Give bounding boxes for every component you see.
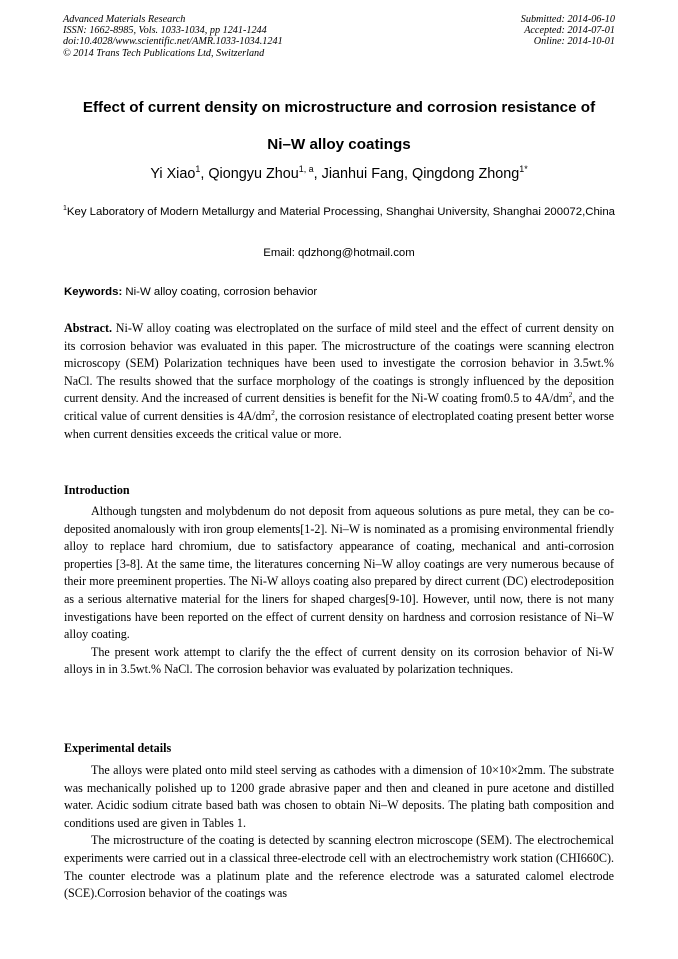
affiliation [62, 203, 616, 221]
paragraph: The microstructure of the coating is detected by scanning electron microscope (SEM). The electrochemical experiments were carried out in a classical three-electrode cell with an electrochemistry work station (CHI660C). The counter electrode was a platinum plate and the reference electrode was a saturated calomel electrode (SCE).Corrosion behavior of the coatings was [64, 833, 614, 901]
journal-copyright: © 2014 Trans Tech Publications Ltd, Switzerland [63, 47, 265, 59]
title-line-1: Effect of current density on microstructure and corrosion resistance of [82, 99, 596, 116]
superscript: 2 [271, 407, 275, 417]
paragraph: The alloys were plated onto mild steel serving as cathodes with a dimension of 10×10×2mm. The substrate was mechanically polished up to 1200 grade abrasive paper and then and cleaned in pure acetone and distilled water. Acidic sodium citrate based bath was chosen to obtain Ni–W deposits. The plating bath composition and conditions used are given in Tables 1. [64, 763, 614, 830]
author-affiliation-mark: 1 [195, 164, 201, 175]
keywords-label: Keywords: [64, 286, 123, 298]
keywords [64, 284, 614, 300]
superscript: 2 [568, 390, 573, 400]
affiliation-text: Key Laboratory of Modern Metallurgy and Material Processing, Shanghai University, Shanghai 200072,China [66, 206, 616, 218]
author-name: Yi Xiao [150, 166, 196, 182]
author-affiliation-mark: 1, a [298, 164, 314, 175]
keywords-text: Ni-W alloy coating, corrosion behavior [122, 286, 318, 298]
submitted-date: Submitted: 2014-06-10 [520, 14, 615, 25]
paper-title [40, 89, 638, 163]
journal-info [63, 14, 283, 59]
journal-issn: ISSN: 1662-8985, Vols. 1033-1034, pp 1241-1244 [63, 25, 267, 37]
abstract-label: Abstract. [64, 321, 113, 335]
author-name: Jianhui Fang [321, 166, 405, 182]
author-affiliation-mark: 1* [519, 164, 528, 175]
journal-name: Advanced Materials Research [63, 14, 186, 25]
author-list [40, 164, 638, 184]
paragraph: The present work attempt to clarify the the effect of current density on its corrosion behavior of Ni-W alloys in in 3.5wt.% NaCl. The corrosion behavior was evaluated by polarization techniques. [64, 644, 614, 677]
author-separator: , [200, 166, 209, 182]
journal-doi: doi:10.4028/www.scientific.net/AMR.1033-1034.1241 [63, 36, 283, 48]
section-heading-experimental: Experimental details [64, 741, 172, 755]
author-separator: , [404, 166, 413, 182]
online-date: Online: 2014-10-01 [533, 36, 615, 48]
submission-dates [521, 14, 615, 48]
experimental-body [64, 762, 614, 903]
title-line-2: Ni–W alloy coatings [267, 136, 411, 153]
accepted-date: Accepted: 2014-07-01 [524, 25, 615, 37]
abstract-text: Ni-W alloy coating was electroplated on the surface of mild steel and the effect of current density on its corrosion behavior was evaluated in this paper. The microstructure of the coatings were scanning electron microscopy (SEM) Polarization techniques have been used to investigate the corrosion behavior in 3.5wt.% NaCl. The results showed that the surface morphology of the coatings is strongly influenced by the deposition current density. And the increased of current densities is benefit for the Ni-W coating from0.5 to 4A/dm [64, 321, 614, 406]
abstract-text: , and the critical value of current densities is 4A/dm [64, 391, 614, 423]
section-heading-introduction: Introduction [64, 483, 130, 497]
author-name: Qiongyu Zhou [208, 166, 299, 182]
abstract-text: , the corrosion resistance of electroplated coating present better worse when current densities exceeds the critical value or more. [64, 408, 614, 441]
paragraph: Although tungsten and molybdenum do not deposit from aqueous solutions as pure metal, they can be co-deposited anomalously with iron group elements[1-2]. Ni–W is nominated as a promising environmental friendly alloy to replace hard chromium, due to satisfactory appearance of coating, mechanical and anti-corrosion properties [3-8]. At the same time, the literatures concerning Ni–W alloy coatings are very numerous because of their more preeminent properties. The Ni-W alloys coating also prepared by direct current (DC) electrodeposition as a serious alternative material for the liners for shaped charges[9-10]. However, until now, there is not many investigations have been reported on the effect of current density on hardness and corrosion resistance of Ni–W alloy coating. [64, 504, 614, 642]
author-separator: , [313, 166, 322, 182]
abstract [64, 320, 614, 443]
contact-email: Email: qdzhong@hotmail.com [263, 247, 415, 259]
author-name: Qingdong Zhong [412, 166, 520, 182]
affiliation-mark: 1 [62, 205, 67, 213]
introduction-body [64, 503, 614, 679]
